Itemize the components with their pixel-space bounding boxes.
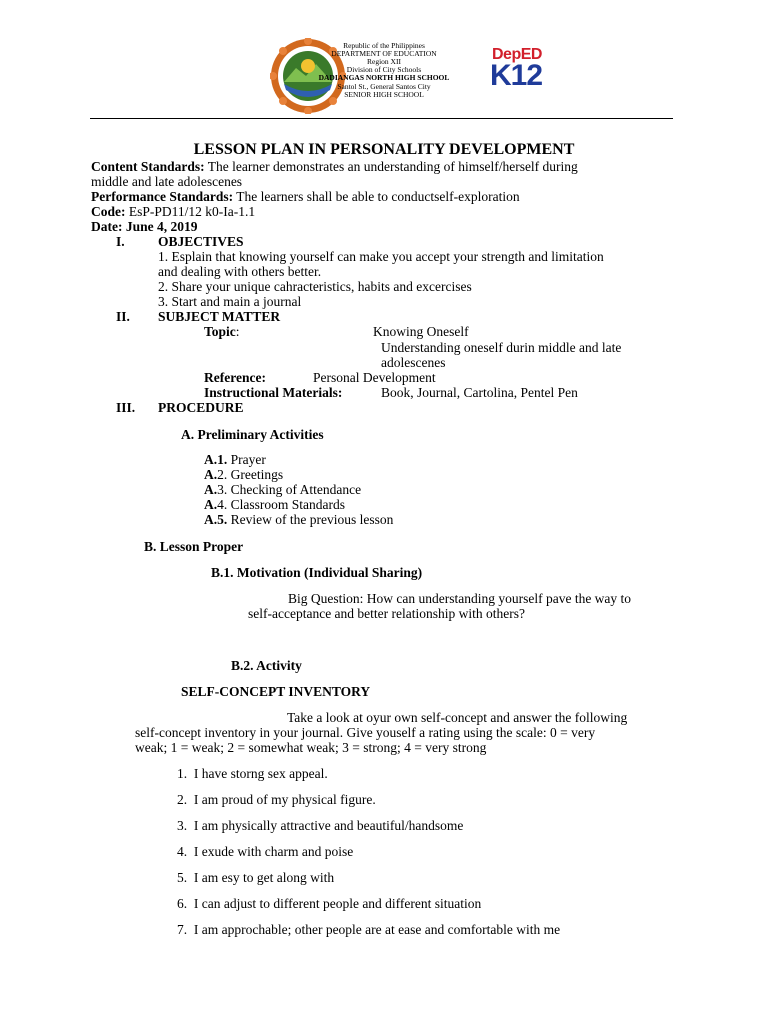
procedure-heading: PROCEDURE — [158, 400, 244, 415]
k12-logo-text: K12 — [490, 59, 543, 92]
page-title: LESSON PLAN IN PERSONALITY DEVELOPMENT — [193, 141, 575, 158]
topic-value: Knowing Oneself — [373, 324, 469, 339]
header-line-2: DEPARTMENT OF EDUCATION — [331, 49, 437, 58]
activity-num: A. — [204, 482, 218, 497]
reference-label: Reference: — [204, 370, 266, 385]
materials-label: Instructional Materials: — [204, 385, 343, 400]
activity-item — [204, 497, 345, 512]
topic-colon: : — [235, 324, 240, 339]
code-text: EsP-PD11/12 k0-Ia-1.1 — [128, 204, 256, 219]
lesson-proper-heading: B. Lesson Proper — [144, 539, 244, 554]
code-line — [91, 204, 255, 219]
performance-standards — [91, 189, 520, 204]
objectives-numeral: I. — [116, 234, 125, 249]
topic-sub-1: Understanding oneself durin middle and late — [381, 340, 622, 355]
objective-line-2: and dealing with others better. — [158, 264, 322, 279]
inventory-item-4: 4. I exude with charm and poise — [177, 844, 354, 859]
deped-k12-logo — [488, 46, 550, 94]
content-standards-text: The learner demonstrates an understanding of himself/herself during — [207, 159, 578, 174]
date-line: Date: June 4, 2019 — [91, 219, 198, 234]
inventory-item-3: 3. I am physically attractive and beautiful/handsome — [177, 818, 464, 833]
instructions-line-2: self-concept inventory in your journal. Give youself a rating using the scale: 0 = very — [135, 725, 596, 740]
subject-matter-heading: SUBJECT MATTER — [158, 309, 281, 324]
instructions-line-3: weak; 1 = weak; 2 = somewhat weak; 3 = strong; 4 = very strong — [135, 740, 487, 755]
inventory-item-6: 6. I can adjust to different people and different situation — [177, 896, 482, 911]
content-standards-cont: middle and late adolescenes — [91, 174, 243, 189]
activity-item — [204, 512, 393, 527]
activity-text: 2. Greetings — [217, 467, 284, 482]
activity-item — [204, 452, 266, 467]
activity-text: Prayer — [227, 452, 266, 467]
big-question-line-2: self-acceptance and better relationship with others? — [248, 606, 526, 621]
topic-label-text: Topic — [204, 324, 236, 339]
inventory-item-2: 2. I am proud of my physical figure. — [177, 792, 376, 807]
header-line-4: Division of City Schools — [346, 65, 422, 74]
performance-standards-label: Performance Standards: — [91, 189, 234, 204]
header-line-3: Region XII — [367, 57, 401, 66]
inventory-title: SELF-CONCEPT INVENTORY — [181, 684, 371, 699]
objective-line-4: 3. Start and main a journal — [158, 294, 302, 309]
subject-matter-numeral: II. — [116, 309, 130, 324]
big-question-line-1: Big Question: How can understanding yourself pave the way to — [288, 591, 632, 606]
activity-text: 4. Classroom Standards — [217, 497, 345, 512]
activity-num: A.1. — [204, 452, 228, 467]
header-line-6: Santol St., General Santos City — [337, 82, 431, 91]
header-school-name: DADIANGAS NORTH HIGH SCHOOL — [318, 73, 450, 82]
materials-value: Book, Journal, Cartolina, Pentel Pen — [381, 385, 578, 400]
inventory-item-7: 7. I am approchable; other people are at ease and comfortable with me — [177, 922, 561, 937]
activity-num: A. — [204, 497, 218, 512]
content-standards — [91, 159, 578, 174]
reference-value: Personal Development — [313, 370, 436, 385]
activity-num: A. — [204, 467, 218, 482]
header-line-1: Republic of the Philippines — [343, 41, 425, 50]
code-label: Code: — [91, 204, 126, 219]
inventory-item-5: 5. I am esy to get along with — [177, 870, 335, 885]
motivation-heading: B.1. Motivation (Individual Sharing) — [211, 565, 423, 580]
content-standards-label: Content Standards: — [91, 159, 205, 174]
inventory-item-1: 1. I have storng sex appeal. — [177, 766, 328, 781]
instructions-line-1: Take a look at oyur own self-concept and answer the following — [287, 710, 628, 725]
topic-label — [204, 324, 240, 339]
objective-line-3: 2. Share your unique cahracteristics, habits and excercises — [158, 279, 472, 294]
activity-num: A.5. — [204, 512, 228, 527]
activity-item — [204, 467, 283, 482]
objective-line-1: 1. Esplain that knowing yourself can make you accept your strength and limitation — [158, 249, 604, 264]
activity-text: Review of the previous lesson — [227, 512, 394, 527]
activity-item — [204, 482, 361, 497]
procedure-numeral: III. — [116, 400, 136, 415]
header-divider — [90, 118, 673, 119]
topic-sub-2: adolescenes — [381, 355, 446, 370]
activity-heading: B.2. Activity — [231, 658, 302, 673]
performance-standards-text: The learners shall be able to conductself-exploration — [236, 189, 520, 204]
header-line-7: SENIOR HIGH SCHOOL — [344, 90, 424, 99]
deped-logo-text: DepED — [492, 46, 542, 63]
objectives-heading: OBJECTIVES — [158, 234, 244, 249]
activity-text: 3. Checking of Attendance — [217, 482, 362, 497]
preliminary-heading: A. Preliminary Activities — [181, 427, 324, 442]
